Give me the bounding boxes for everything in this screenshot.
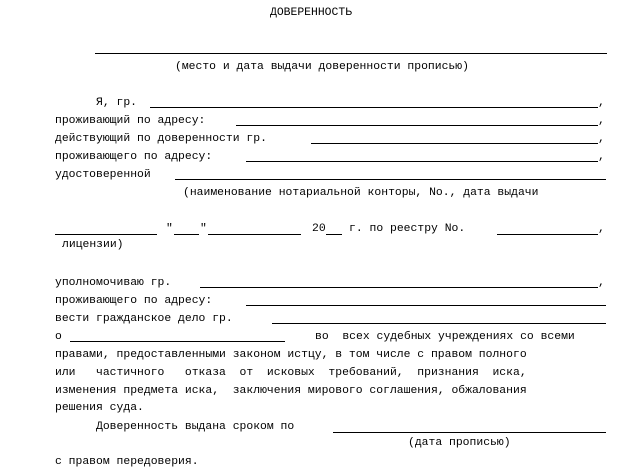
representative-comma: ,	[598, 277, 605, 289]
case-subject-prefix: о	[55, 331, 62, 343]
year-line	[326, 234, 342, 235]
representative-address-label: проживающего по адресу:	[55, 295, 213, 307]
principal-name-line	[150, 107, 598, 108]
civil-case-party-line	[272, 323, 606, 324]
substitution-right: с правом передоверия.	[55, 456, 199, 468]
authorize-label: уполномочиваю гр.	[55, 277, 172, 289]
term-label: Доверенность выдана сроком по	[96, 421, 295, 433]
representative-address-line	[246, 305, 606, 306]
powers-line-1: правами, предоставленными законом истцу, в том числе с правом полного	[55, 349, 527, 361]
registry-number-line	[497, 234, 598, 235]
civil-case-label: вести гражданское дело гр.	[55, 313, 233, 325]
notary-caption: (наименование нотариальной конторы, No., дата выдачи	[183, 187, 539, 199]
day-line	[174, 234, 199, 235]
registry-label: г. по реестру No.	[349, 223, 466, 235]
representative-name-line	[200, 287, 598, 288]
courts-clause: во всех судебных учреждениях со всеми	[315, 331, 575, 343]
proxy-address-line	[246, 161, 598, 162]
principal-address-line	[236, 125, 598, 126]
proxy-basis-comma: ,	[598, 133, 605, 145]
open-quote: "	[166, 223, 173, 235]
case-subject-line	[70, 341, 285, 342]
principal-comma: ,	[598, 97, 605, 109]
principal-label: Я, гр.	[96, 97, 138, 109]
powers-line-2: или частичного отказа от исковых требований, признания иска,	[55, 367, 527, 379]
term-date-line	[333, 432, 606, 433]
certified-label: удостоверенной	[55, 169, 151, 181]
proxy-address-comma: ,	[598, 151, 605, 163]
term-date-caption: (дата прописью)	[408, 437, 511, 449]
principal-address-comma: ,	[598, 115, 605, 127]
year-prefix: 20	[312, 223, 326, 235]
proxy-address-label: проживающего по адресу:	[55, 151, 213, 163]
certified-line	[175, 179, 606, 180]
notary-date-line	[55, 234, 157, 235]
proxy-basis-line	[311, 143, 598, 144]
license-caption: лицензии)	[62, 239, 124, 251]
powers-line-4: решения суда.	[55, 402, 144, 414]
proxy-basis-label: действующий по доверенности гр.	[55, 133, 267, 145]
close-quote: "	[200, 223, 207, 235]
place-date-line	[95, 53, 607, 54]
registry-comma: ,	[598, 223, 605, 235]
month-line	[208, 234, 301, 235]
principal-address-label: проживающий по адресу:	[55, 115, 206, 127]
document-title: ДОВЕРЕННОСТЬ	[270, 7, 353, 19]
place-date-caption: (место и дата выдачи доверенности прописью)	[175, 61, 469, 73]
powers-line-3: изменения предмета иска, заключения мирового соглашения, обжалования	[55, 385, 527, 397]
